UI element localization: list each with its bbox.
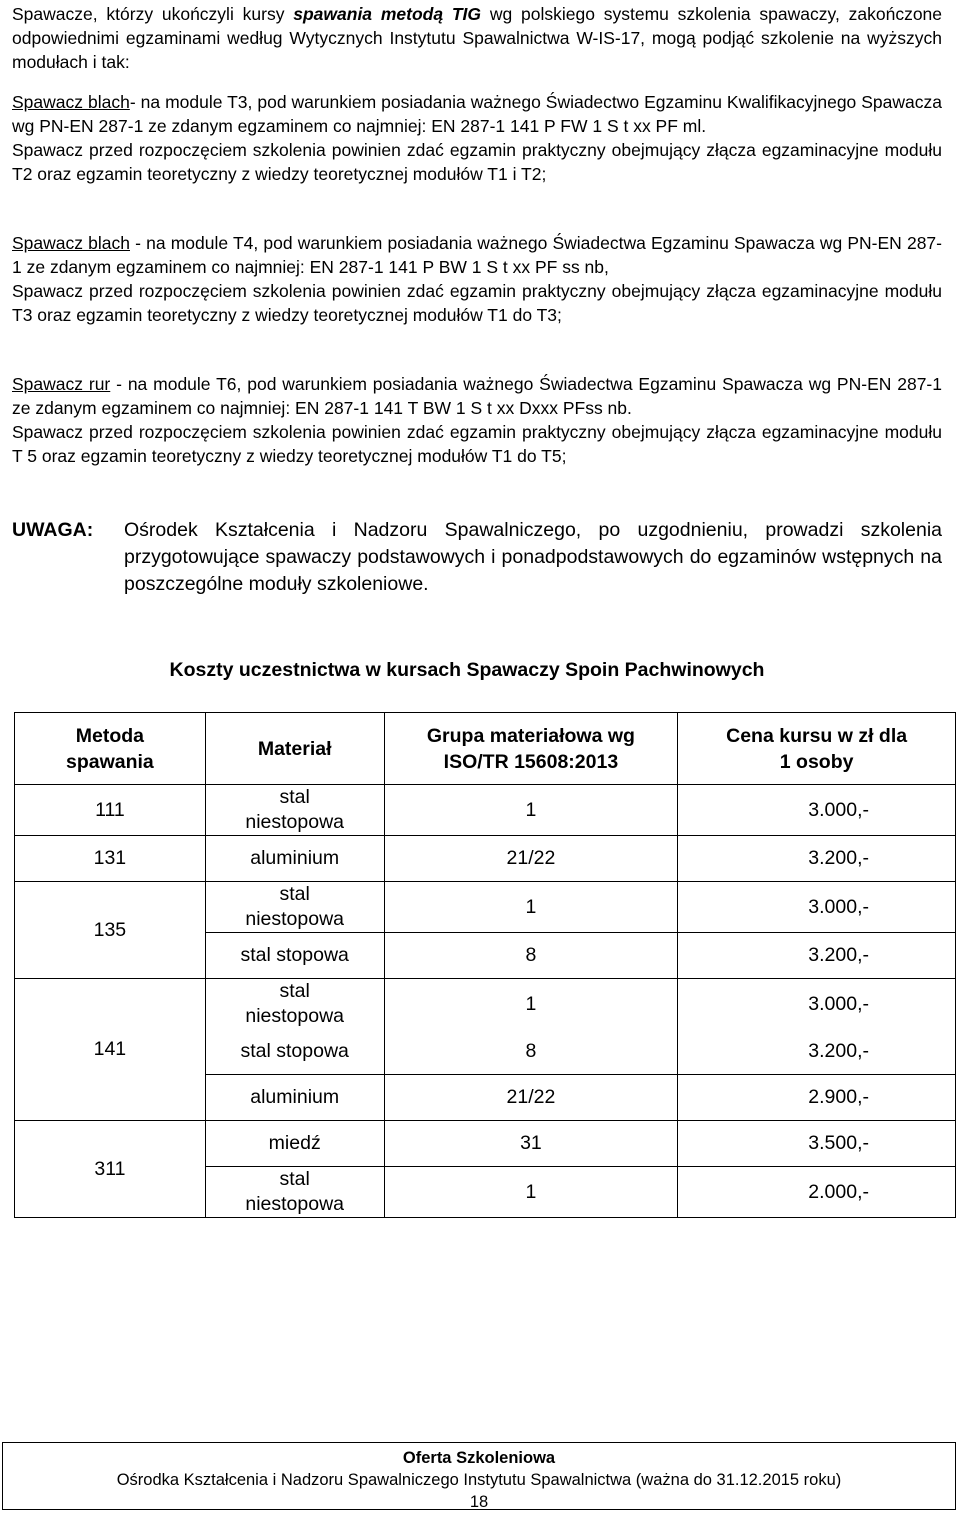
table-row	[15, 785, 956, 836]
group-cell: 1	[384, 882, 678, 933]
material-cell: stal niestopowa	[205, 882, 384, 933]
material-cell: miedź	[205, 1121, 384, 1167]
group-cell: 21/22	[384, 836, 678, 882]
group-cell: 8	[384, 1029, 678, 1075]
module-t3-title: Spawacz blach	[12, 92, 130, 112]
method-cell: 311	[15, 1121, 206, 1218]
group-cell: 21/22	[384, 1075, 678, 1121]
footer-title: Oferta Szkoleniowa	[402, 1449, 556, 1467]
price-cell: 3.200,-	[678, 836, 956, 882]
group-cell: 1	[384, 979, 678, 1030]
group-cell: 31	[384, 1121, 678, 1167]
module-t6-condition	[12, 372, 942, 420]
price-cell: 2.000,-	[678, 1167, 956, 1218]
table-row	[15, 882, 956, 933]
material-cell: stal stopowa	[205, 933, 384, 979]
costs-table	[14, 712, 956, 1218]
table-row	[15, 1121, 956, 1167]
material-cell: stal niestopowa	[205, 1167, 384, 1218]
price-cell: 3.200,-	[678, 933, 956, 979]
module-t4-condition	[12, 231, 942, 279]
module-t3-exam: Spawacz przed rozpoczęciem szkolenia powinien zdać egzamin praktyczny obejmujący złącza egzaminacyjne modułu T2 oraz egzamin teoretyczny z wiedzy teoretycznej modułów T1 i T2;	[12, 140, 942, 184]
group-cell: 1	[384, 1167, 678, 1218]
module-t3-condition	[12, 90, 942, 138]
header-group: Grupa materiałowa wg ISO/TR 15608:2013	[384, 713, 678, 785]
group-cell: 1	[384, 785, 678, 836]
notice-label: UWAGA:	[12, 519, 94, 541]
method-cell: 111	[15, 785, 206, 836]
group-cell: 8	[384, 933, 678, 979]
material-cell: stal niestopowa	[205, 785, 384, 836]
module-t3-block	[12, 90, 942, 186]
price-cell: 3.000,-	[678, 785, 956, 836]
method-cell: 131	[15, 836, 206, 882]
material-cell: stal stopowa	[205, 1029, 384, 1075]
table-row	[15, 836, 956, 882]
module-t4-block	[12, 231, 942, 327]
price-cell: 3.200,-	[678, 1029, 956, 1075]
module-t6-condition-text: - na module T6, pod warunkiem posiadania ważnego Świadectwa Egzaminu Spawacza wg PN-EN 287-1 ze zdanym egzaminem co najmniej: EN 287-1 141 T BW 1 S t xx Dxxx PFss nb.	[12, 374, 942, 418]
footer-subtitle: Ośrodka Kształcenia i Nadzoru Spawalniczego Instytutu Spawalnictwa (ważna do 31.12.2015 roku)	[116, 1471, 842, 1489]
material-cell: aluminium	[205, 836, 384, 882]
notice	[12, 517, 942, 598]
table-row	[15, 979, 956, 1030]
notice-text: Ośrodek Kształcenia i Nadzoru Spawalniczego, po uzgodnieniu, prowadzi szkolenia przygotowujące spawaczy podstawowych i ponadpodstawowych do egzaminów wstępnych na poszczególne moduły szkoleniowe.	[124, 519, 942, 595]
module-t6-block	[12, 372, 942, 468]
costs-heading: Koszty uczestnictwa w kursach Spawaczy Spoin Pachwinowych	[169, 659, 765, 681]
module-t6-title: Spawacz rur	[12, 374, 111, 394]
module-t4-title: Spawacz blach	[12, 233, 130, 253]
material-cell: stal niestopowa	[205, 979, 384, 1030]
header-material: Materiał	[205, 713, 384, 785]
module-t3-condition-text: - na module T3, pod warunkiem posiadania ważnego Świadectwo Egzaminu Kwalifikacyjnego Spawacza wg PN-EN 287-1 ze zdanym egzaminem co najmniej: EN 287-1 141 P FW 1 S t xx PF ml.	[12, 92, 942, 136]
header-price: Cena kursu w zł dla 1 osoby	[678, 713, 956, 785]
price-cell: 3.000,-	[678, 979, 956, 1030]
price-cell: 3.500,-	[678, 1121, 956, 1167]
intro-post: wg polskiego systemu szkolenia spawaczy, zakończone odpowiednimi egzaminami według Wytycznych Instytutu Spawalnictwa W-IS-17, mogą podjąć szkolenie na wyższych modułach i tak:	[12, 4, 943, 72]
method-cell: 141	[15, 979, 206, 1121]
price-cell: 3.000,-	[678, 882, 956, 933]
intro-emphasis: spawania metodą TIG	[293, 4, 482, 24]
header-method: Metoda spawania	[15, 713, 206, 785]
module-t6-exam: Spawacz przed rozpoczęciem szkolenia powinien zdać egzamin praktyczny obejmujący złącza egzaminacyjne modułu T 5 oraz egzamin teoretyczny z wiedzy teoretycznej modułów T1 do T5;	[12, 422, 942, 466]
price-cell: 2.900,-	[678, 1075, 956, 1121]
material-cell: aluminium	[205, 1075, 384, 1121]
intro-pre: Spawacze, którzy ukończyli kursy	[12, 4, 294, 24]
method-cell: 135	[15, 882, 206, 979]
page-number: 18	[469, 1493, 489, 1511]
module-t4-exam: Spawacz przed rozpoczęciem szkolenia powinien zdać egzamin praktyczny obejmujący złącza egzaminacyjne modułu T3 oraz egzamin teoretyczny z wiedzy teoretycznej modułów T1 do T3;	[12, 281, 942, 325]
page-footer	[2, 1442, 956, 1510]
table-header-row	[15, 713, 956, 785]
intro-paragraph	[12, 2, 942, 74]
module-t4-condition-text: - na module T4, pod warunkiem posiadania ważnego Świadectwa Egzaminu Spawacza wg PN-EN 287-1 ze zdanym egzaminem co najmniej: EN 287-1 141 P BW 1 S t xx PF ss nb,	[12, 233, 942, 277]
